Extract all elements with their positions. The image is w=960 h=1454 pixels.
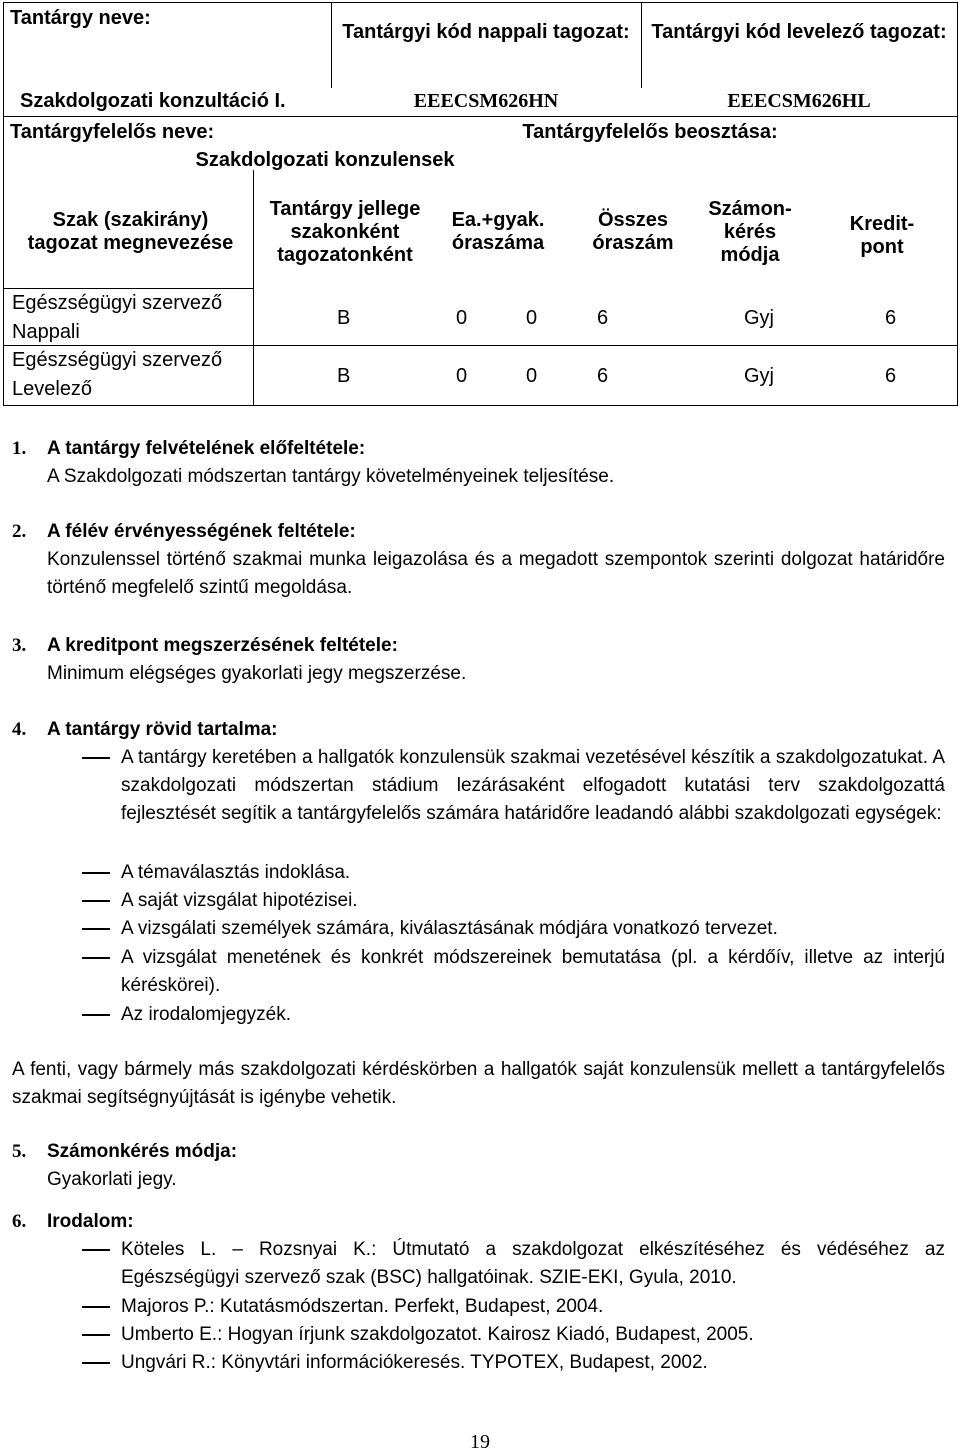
row2-nature: B <box>337 365 351 387</box>
dash-bullet <box>82 1362 110 1364</box>
section-body: Konzulenssel történő szakmai munka leigazolása és a megadott szempontok szerinti dolgozat határidőre történő megfelelő szintű megoldása. <box>47 549 945 598</box>
dash-bullet <box>82 1334 110 1336</box>
row2-hours2: 6 <box>597 365 609 387</box>
row1-hours2: 6 <box>597 307 609 329</box>
dash-bullet <box>82 1306 110 1308</box>
section-title: Irodalom: <box>47 1211 134 1232</box>
row2-hours: 0 <box>456 365 468 387</box>
course-name-label: Tantárgy neve: <box>10 6 151 29</box>
row2-mode: Levelező <box>12 378 93 400</box>
row1-credit: 6 <box>885 307 897 329</box>
section-number: 5. <box>12 1141 27 1162</box>
dash-bullet <box>82 928 110 930</box>
correspondence-code: EEECSM626HL <box>727 89 871 112</box>
section-number: 1. <box>12 438 27 459</box>
course-info-table <box>0 0 960 410</box>
section-body: Minimum elégséges gyakorlati jegy megszerzése. <box>47 663 467 684</box>
section-number: 3. <box>12 635 27 656</box>
list-item-text: A témaválasztás indoklása. <box>121 862 351 883</box>
row1-nature: B <box>337 307 351 329</box>
day-code-label: Tantárgyi kód nappali tagozat: <box>342 20 630 43</box>
dash-bullet <box>82 757 110 759</box>
row1-hours: 0 <box>456 307 468 329</box>
section-title: A félév érvényességének feltétele: <box>47 521 356 542</box>
list-item-text: Az irodalomjegyzék. <box>121 1004 292 1025</box>
row1-exam: Gyj <box>744 307 774 329</box>
page-number: 19 <box>470 1431 490 1453</box>
section-number: 4. <box>12 719 27 740</box>
section-title: A tantárgy rövid tartalma: <box>47 719 278 740</box>
list-item-text: A saját vizsgálat hipotézisei. <box>121 890 358 911</box>
responsible-label: Tantárgyfelelős neve: <box>10 120 215 143</box>
course-name: Szakdolgozati konzultáció I. <box>20 89 286 112</box>
row1-mode: Nappali <box>12 321 80 343</box>
list-item-text: A vizsgálat menetének és konkrét módszereinek bemutatása (pl. a kérdőív, illetve az interjú kéréskörei). <box>121 947 945 996</box>
closing-paragraph: A fenti, vagy bármely más szakdolgozati kérdéskörben a hallgatók saját konzulensük mellett a tantárgyfelelős szakmai segítségnyújtását is igénybe vehetik. <box>12 1059 945 1108</box>
dash-bullet <box>82 957 110 959</box>
row2-credit: 6 <box>885 365 897 387</box>
col-total: Összes óraszám <box>592 209 674 254</box>
section-title: A kreditpont megszerzésének feltétele: <box>47 635 398 656</box>
list-item-text: A tantárgy keretében a hallgatók konzulensük szakmai vezetésével készítik a szakdolgozatukat. A szakdolgozati módszertan stádium lezárásaként elfogadott kutatási terv szakdolgozattá fejlesztését segítik a tantárgyfelelős számára határidőre leadandó alábbi szakdolgozati egységek: <box>121 747 945 824</box>
section-body: A Szakdolgozati módszertan tantárgy követelményeinek teljesítése. <box>47 466 615 487</box>
day-code: EEECSM626HN <box>413 89 559 112</box>
col-hours: Ea.+gyak. óraszáma <box>451 209 545 254</box>
literature-text: Umberto E.: Hogyan írjunk szakdolgozatot. Kairosz Kiadó, Budapest, 2005. <box>121 1324 754 1345</box>
row2-total: 0 <box>526 365 538 387</box>
row1-major: Egészségügyi szervező <box>12 292 223 314</box>
list-item-text: A vizsgálati személyek számára, kiválasztásának módjára vonatkozó tervezet. <box>121 918 778 939</box>
dash-bullet <box>82 1014 110 1016</box>
correspondence-code-label: Tantárgyi kód levelező tagozat: <box>651 20 947 43</box>
col-major: Szak (szakirány) tagozat megnevezése <box>27 209 234 254</box>
col-exam: Számon-kérés módja <box>708 197 792 266</box>
section-title: Számonkérés módja: <box>47 1141 238 1162</box>
responsible-name: Szakdolgozati konzulensek <box>195 148 455 171</box>
dash-bullet <box>82 900 110 902</box>
section-number: 6. <box>12 1211 27 1232</box>
dash-bullet <box>82 1249 110 1251</box>
literature-text: Ungvári R.: Könyvtári információkeresés. TYPOTEX, Budapest, 2002. <box>121 1352 708 1373</box>
literature-text: Majoros P.: Kutatásmódszertan. Perfekt, Budapest, 2004. <box>121 1296 604 1317</box>
row2-exam: Gyj <box>744 365 774 387</box>
section-number: 2. <box>12 521 27 542</box>
col-nature: Tantárgy jellege szakonként tagozatonként <box>269 197 421 266</box>
section-body: Gyakorlati jegy. <box>47 1169 177 1190</box>
dash-bullet <box>82 872 110 874</box>
literature-text: Köteles L. – Rozsnyai K.: Útmutató a szakdolgozat elkészítéséhez és védéséhez az Egészségügyi szervező szak (BSC) hallgatóinak. SZIE-EKI, Gyula, 2010. <box>121 1239 945 1288</box>
row1-total: 0 <box>526 307 538 329</box>
position-label: Tantárgyfelelős beosztása: <box>522 120 778 143</box>
section-title: A tantárgy felvételének előfeltétele: <box>47 438 366 459</box>
col-credit: Kredit-pont <box>849 213 915 258</box>
row2-major: Egészségügyi szervező <box>12 349 223 371</box>
